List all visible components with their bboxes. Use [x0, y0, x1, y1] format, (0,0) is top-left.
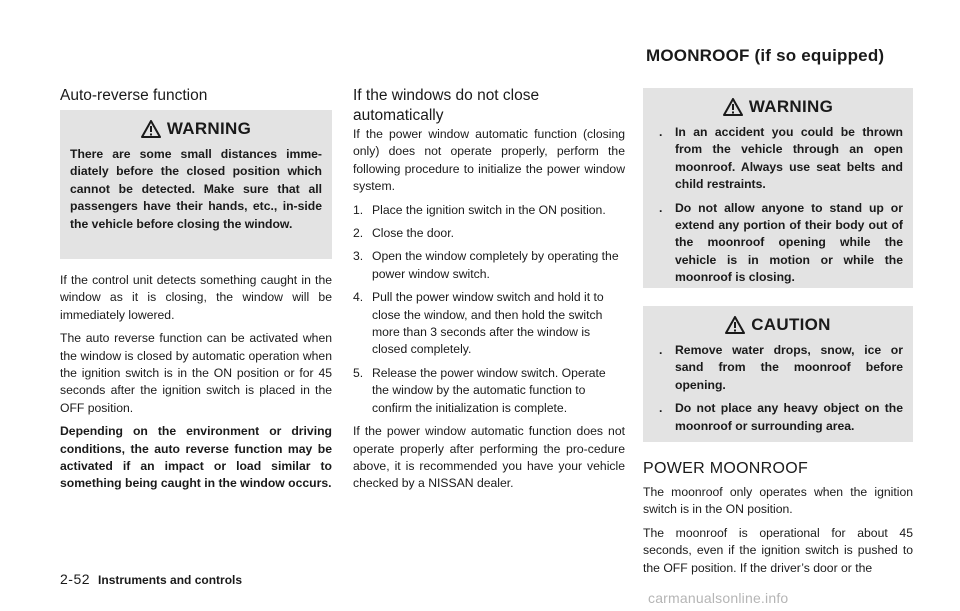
page-footer: [60, 571, 242, 587]
warning-list: [653, 124, 903, 287]
caution-triangle-icon: [725, 316, 745, 334]
caution-box: [643, 306, 913, 442]
list-item: 1. Place the ignition switch in the ON position.: [353, 202, 606, 217]
section-title: MOONROOF (if so equipped): [646, 46, 885, 65]
paragraph: If the power window automatic function (closing only) does not operate properly, perform the following procedure to initialize the power window system.: [353, 127, 625, 194]
warning-triangle-icon: [723, 98, 743, 116]
power-moonroof-heading: POWER MOONROOF: [643, 460, 809, 477]
list-item: 2. Close the door.: [353, 226, 454, 241]
bold-note: Depending on the environment or driving conditions, the auto reverse function may be activated if an impact or load similar to something being caught in the window occurs.: [60, 424, 332, 491]
column-auto-reverse: [60, 86, 332, 499]
warning-header: [70, 120, 322, 138]
page-number: 2-52: [60, 571, 91, 587]
list-item: . Remove water drops, snow, ice or sand from the moonroof before opening.: [659, 343, 903, 392]
paragraph: The moonroof is operational for about 45 seconds, even if the ignition switch is pushed to the OFF position. If the driver’s door or the: [643, 525, 913, 575]
caution-header: [653, 316, 903, 334]
warning-text: There are some small distances imme-diately before the closed position which cannot be detected. Make sure that all passengers have their hands, etc., in-side the vehicle before closing the window.: [70, 147, 322, 231]
warning-label: WARNING: [748, 97, 834, 117]
warning-triangle-icon: [141, 120, 161, 138]
warning-label: WARNING: [166, 119, 252, 139]
paragraph: If the control unit detects something caught in the window as it is closing, the window will be immediately lowered.: [60, 273, 332, 322]
paragraph: The moonroof only operates when the ignition switch is in the ON position.: [643, 485, 913, 517]
footer-section-label: Instruments and controls: [98, 573, 243, 587]
column-moonroof: [643, 88, 913, 583]
caution-list: [653, 342, 903, 435]
column-windows-init: [353, 86, 625, 499]
steps-list: [353, 202, 625, 417]
list-item: . Do not place any heavy object on the moonroof or surrounding area.: [659, 401, 903, 433]
paragraph: If the power window automatic function does not operate properly after performing the pro-cedure above, it is recommended you have your vehicle checked by a NISSAN dealer.: [353, 424, 625, 491]
paragraph: The auto reverse function can be activated when the window is closed by automatic operation when the ignition switch is in the ON position or for 45 seconds after the ignition switch is placed in the OFF position.: [60, 331, 332, 415]
windows-close-heading: If the windows do not close automatically: [353, 87, 540, 124]
warning-box: [643, 88, 913, 288]
list-item: 4. Pull the power window switch and hold it to close the window, and then hold the switch more than 3 seconds after the window is closed completely.: [353, 290, 604, 357]
list-item: 5. Release the power window switch. Operate the window by the automatic function to confirm the initialization is complete.: [353, 365, 606, 415]
list-item: . Do not allow anyone to stand up or extend any portion of their body out of the moonroof opening while the vehicle is in motion or while the moonroof is closing.: [659, 200, 903, 285]
watermark: carmanualsonline.info: [648, 590, 789, 606]
warning-box: [60, 110, 332, 259]
caution-label: CAUTION: [751, 315, 831, 335]
list-item: 3. Open the window completely by operating the power window switch.: [353, 249, 619, 281]
auto-reverse-heading: Auto-reverse function: [60, 87, 208, 104]
warning-header: [653, 98, 903, 116]
list-item: . In an accident you could be thrown from the vehicle through an open moonroof. Always use seat belts and child restraints.: [659, 125, 903, 192]
